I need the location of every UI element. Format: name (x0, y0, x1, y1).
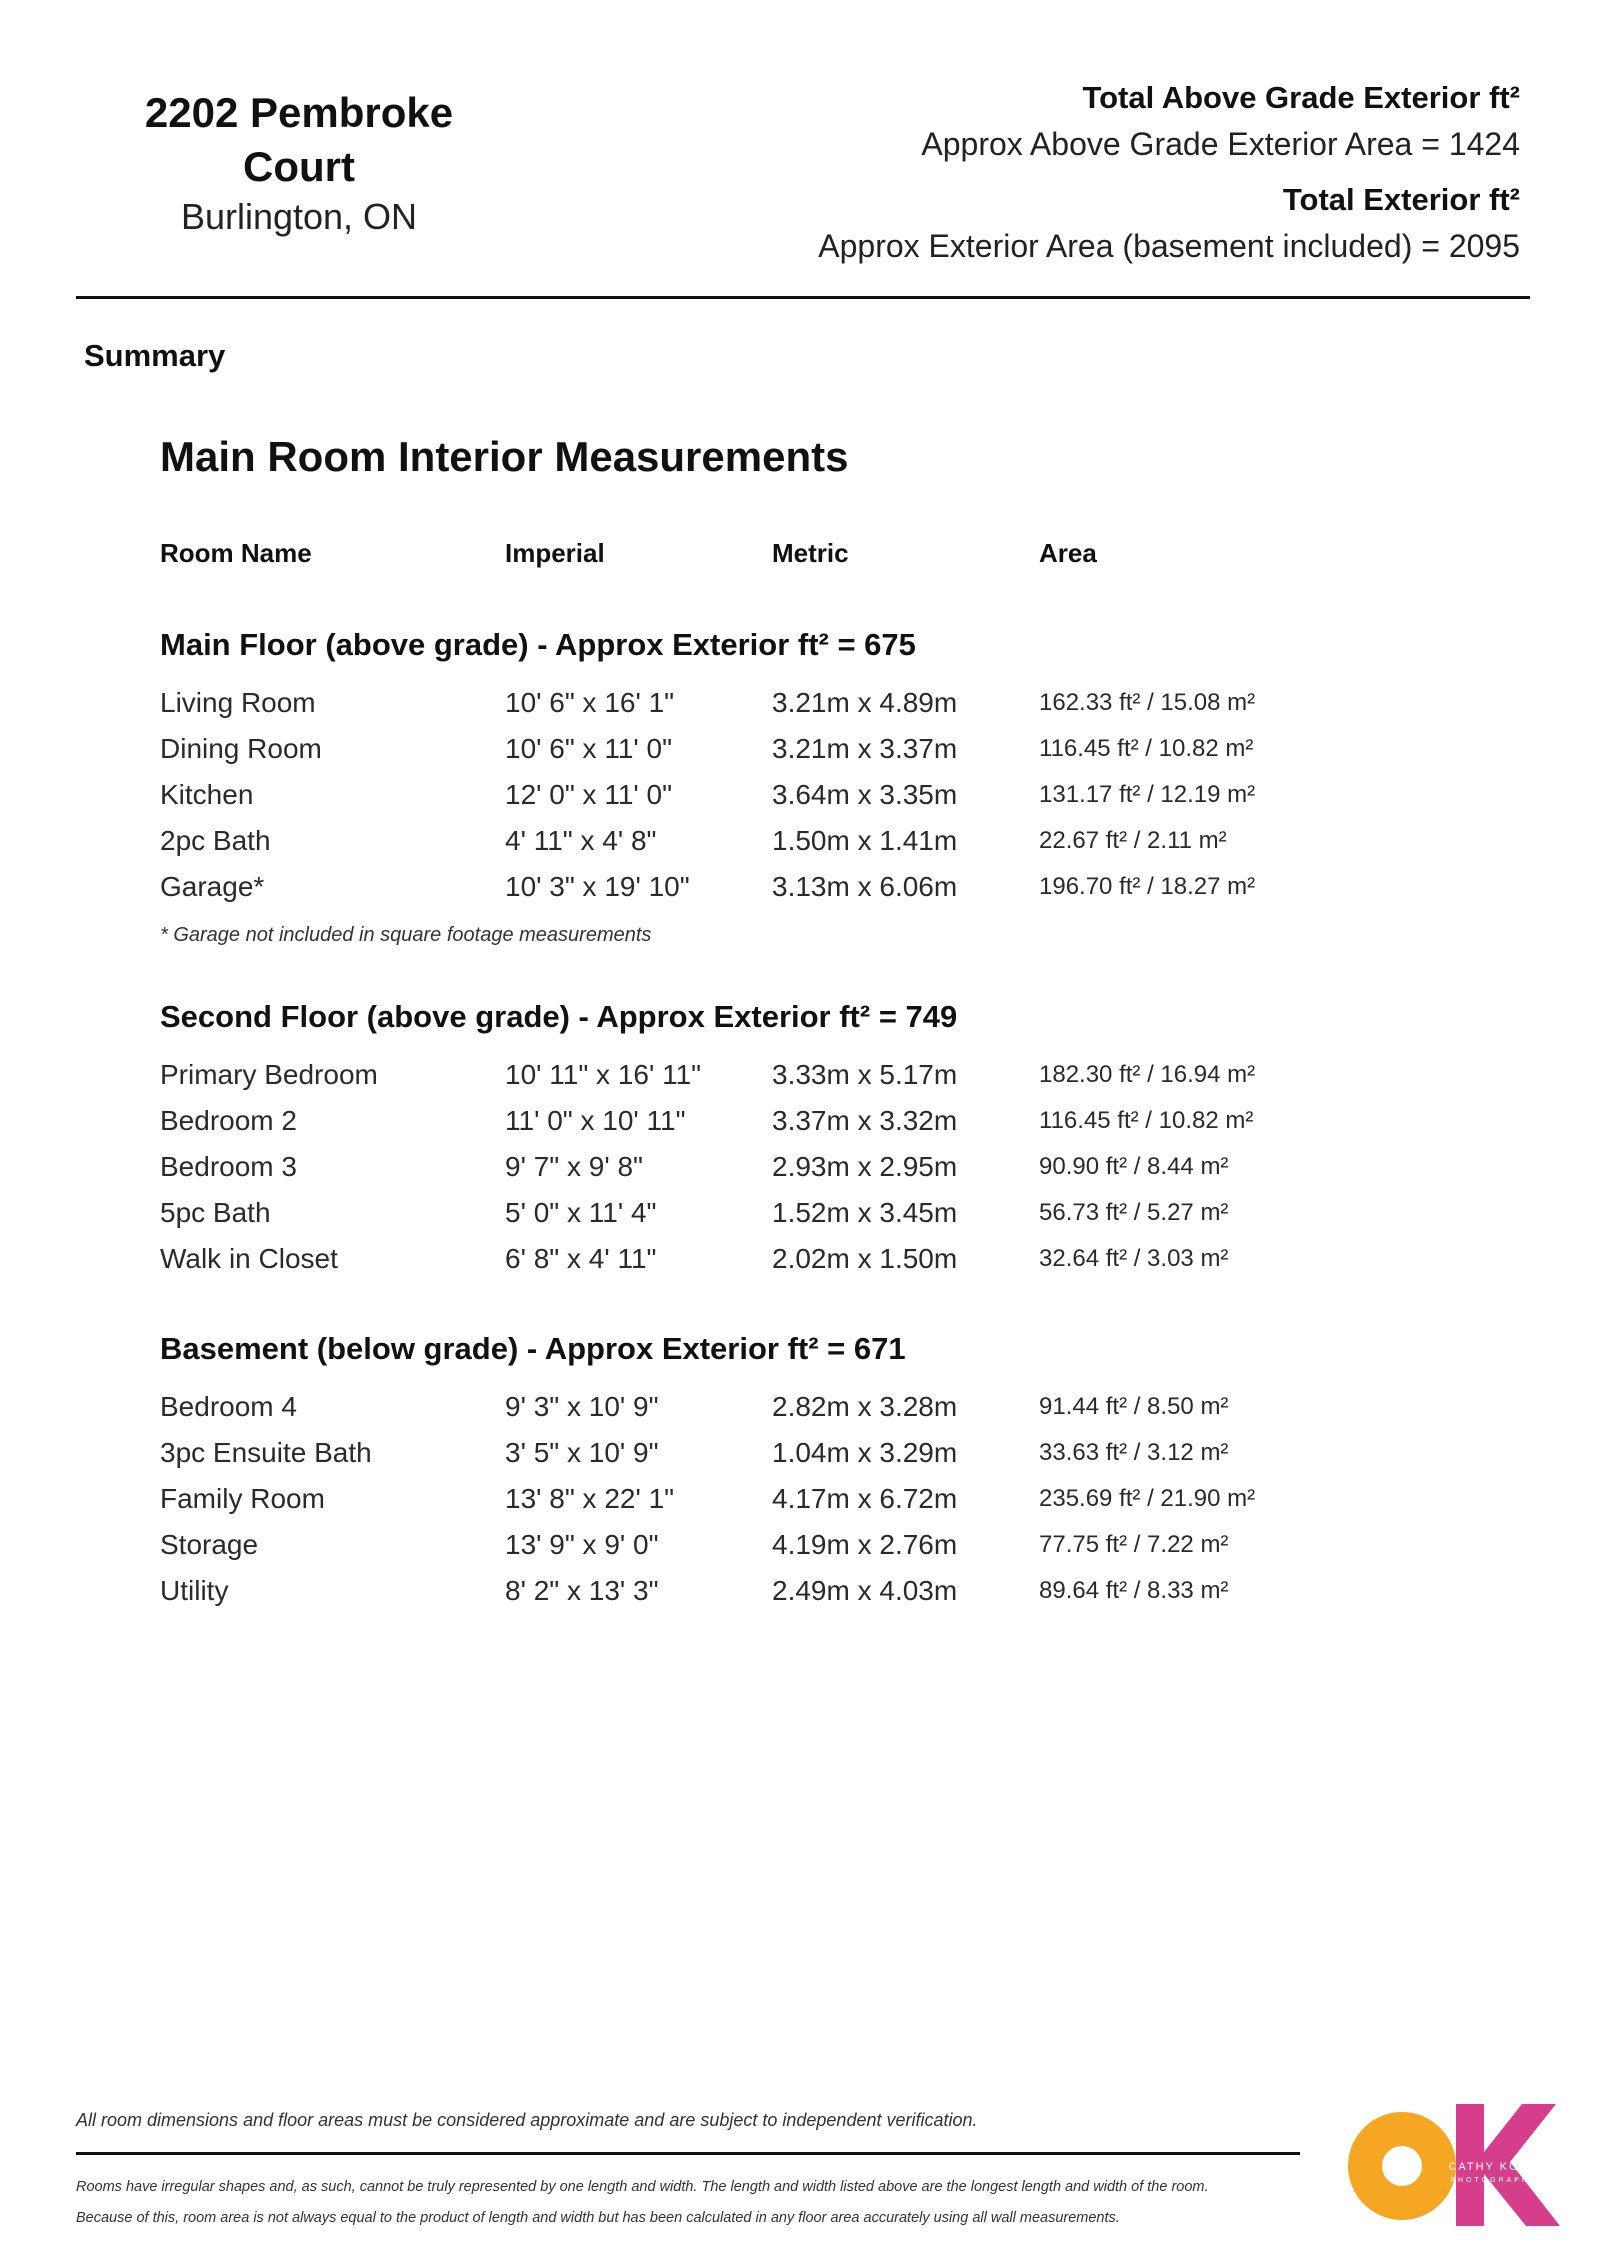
disclaimer-text: All room dimensions and floor areas must be considered approximate and are subject to independent verification. (76, 2110, 978, 2130)
total-exterior-value: Approx Exterior Area (basement included) = 2095 (818, 228, 1520, 264)
imperial-dims: 8' 2" x 13' 3" (505, 1575, 659, 1606)
room-name: 5pc Bath (160, 1197, 271, 1228)
metric-dims: 3.21m x 4.89m (772, 687, 958, 718)
room-name: Bedroom 3 (160, 1151, 297, 1182)
property-city: Burlington, ON (180, 196, 418, 237)
metric-dims: 3.64m x 3.35m (772, 779, 958, 810)
floor-section (160, 1326, 1460, 1614)
footer-note-line: Because of this, room area is not always equal to the product of length and width but has been calculated in any floor area accurately using all wall measurements. (76, 2210, 1120, 2226)
room-area: 116.45 ft² / 10.82 m² (1039, 1107, 1254, 1134)
imperial-dims: 5' 0" x 11' 4" (505, 1197, 657, 1228)
imperial-dims: 11' 0" x 10' 11" (505, 1105, 686, 1136)
room-row (160, 726, 1460, 772)
room-name: Bedroom 2 (160, 1105, 297, 1136)
above-grade-value: Approx Above Grade Exterior Area = 1424 (921, 126, 1520, 162)
column-header-room: Room Name (160, 538, 312, 568)
room-row (160, 680, 1460, 726)
room-row (160, 864, 1460, 910)
metric-dims: 1.50m x 1.41m (772, 825, 958, 856)
room-area: 33.63 ft² / 3.12 m² (1039, 1439, 1229, 1466)
room-name: Dining Room (160, 733, 322, 764)
room-row (160, 1052, 1460, 1098)
floor-title: Main Floor (above grade) - Approx Exterior ft² = 675 (160, 627, 916, 662)
column-header-area: Area (1039, 538, 1097, 568)
imperial-dims: 10' 6" x 11' 0" (505, 733, 673, 764)
room-area: 162.33 ft² / 15.08 m² (1039, 689, 1256, 716)
property-header (84, 86, 514, 240)
floor-note: * Garage not included in square footage measurements (160, 924, 652, 946)
floor-title: Basement (below grade) - Approx Exterior ft² = 671 (160, 1331, 906, 1366)
room-row (160, 1236, 1460, 1282)
footer-note-line: Rooms have irregular shapes and, as such, cannot be truly represented by one length and width. The length and width listed above are the longest length and width of the room. (76, 2179, 1209, 2195)
column-header-imperial: Imperial (505, 538, 605, 568)
room-row (160, 1476, 1460, 1522)
room-row (160, 772, 1460, 818)
floor-section (160, 622, 1460, 950)
footer-notes (76, 2172, 1306, 2234)
imperial-dims: 13' 9" x 9' 0" (505, 1529, 659, 1560)
imperial-dims: 10' 6" x 16' 1" (505, 687, 675, 718)
logo-line-1: CATHY KOOP (1448, 2161, 1540, 2173)
room-name: Bedroom 4 (160, 1391, 297, 1422)
metric-dims: 3.33m x 5.17m (772, 1059, 958, 1090)
room-area: 90.90 ft² / 8.44 m² (1039, 1153, 1229, 1180)
total-exterior-label: Total Exterior ft² (1282, 182, 1520, 217)
metric-dims: 4.19m x 2.76m (772, 1529, 958, 1560)
metric-dims: 3.37m x 3.32m (772, 1105, 958, 1136)
metric-dims: 2.82m x 3.28m (772, 1391, 958, 1422)
room-row (160, 1144, 1460, 1190)
metric-dims: 3.13m x 6.06m (772, 871, 958, 902)
imperial-dims: 13' 8" x 22' 1" (505, 1483, 675, 1514)
metric-dims: 3.21m x 3.37m (772, 733, 958, 764)
imperial-dims: 10' 3" x 19' 10" (505, 871, 690, 902)
metric-dims: 2.49m x 4.03m (772, 1575, 958, 1606)
room-area: 196.70 ft² / 18.27 m² (1039, 873, 1256, 900)
room-row (160, 1190, 1460, 1236)
room-name: Storage (160, 1529, 259, 1560)
imperial-dims: 9' 3" x 10' 9" (505, 1391, 659, 1422)
room-name: Family Room (160, 1483, 325, 1514)
room-area: 235.69 ft² / 21.90 m² (1039, 1485, 1256, 1512)
room-row (160, 1384, 1460, 1430)
floor-title: Second Floor (above grade) - Approx Exterior ft² = 749 (160, 999, 958, 1034)
above-grade-label: Total Above Grade Exterior ft² (1082, 80, 1520, 115)
header-divider (76, 296, 1530, 299)
imperial-dims: 3' 5" x 10' 9" (505, 1437, 659, 1468)
room-area: 182.30 ft² / 16.94 m² (1039, 1061, 1256, 1088)
room-row (160, 1568, 1460, 1614)
room-row (160, 1098, 1460, 1144)
metric-dims: 4.17m x 6.72m (772, 1483, 958, 1514)
room-name: Living Room (160, 687, 316, 718)
floor-list (160, 622, 1460, 1614)
ok-logo-graphic (1334, 2100, 1574, 2230)
floor-section (160, 994, 1460, 1282)
room-area: 116.45 ft² / 10.82 m² (1039, 735, 1254, 762)
footer-divider (76, 2152, 1300, 2155)
metric-dims: 1.04m x 3.29m (772, 1437, 958, 1468)
metric-dims: 2.93m x 2.95m (772, 1151, 958, 1182)
room-name: Utility (160, 1575, 229, 1606)
logo-line-2: PHOTOGRAPHY (1450, 2177, 1538, 2184)
summary-heading: Summary (84, 338, 226, 373)
room-area: 56.73 ft² / 5.27 m² (1039, 1199, 1229, 1226)
room-row (160, 818, 1460, 864)
measurements-section (160, 428, 1460, 1614)
imperial-dims: 12' 0" x 11' 0" (505, 779, 673, 810)
brand-logo (1334, 2100, 1574, 2230)
room-name: Garage* (160, 871, 265, 902)
area-totals (818, 76, 1520, 270)
room-area: 91.44 ft² / 8.50 m² (1039, 1393, 1229, 1420)
metric-dims: 2.02m x 1.50m (772, 1243, 958, 1274)
room-name: 2pc Bath (160, 825, 271, 856)
room-row (160, 1430, 1460, 1476)
column-headers (160, 538, 1460, 578)
property-address: 2202 Pembroke Court (144, 89, 454, 190)
room-area: 89.64 ft² / 8.33 m² (1039, 1577, 1229, 1604)
column-header-metric: Metric (772, 538, 849, 568)
imperial-dims: 9' 7" x 9' 8" (505, 1151, 643, 1182)
room-area: 32.64 ft² / 3.03 m² (1039, 1245, 1229, 1272)
room-area: 22.67 ft² / 2.11 m² (1039, 827, 1227, 854)
room-area: 77.75 ft² / 7.22 m² (1039, 1531, 1229, 1558)
room-name: Kitchen (160, 779, 254, 810)
room-area: 131.17 ft² / 12.19 m² (1039, 781, 1256, 808)
room-name: Walk in Closet (160, 1243, 338, 1274)
metric-dims: 1.52m x 3.45m (772, 1197, 958, 1228)
imperial-dims: 6' 8" x 4' 11" (505, 1243, 657, 1274)
room-name: Primary Bedroom (160, 1059, 378, 1090)
imperial-dims: 10' 11" x 16' 11" (505, 1059, 702, 1090)
imperial-dims: 4' 11" x 4' 8" (505, 825, 657, 856)
room-name: 3pc Ensuite Bath (160, 1437, 372, 1468)
room-row (160, 1522, 1460, 1568)
measurements-title: Main Room Interior Measurements (160, 433, 849, 480)
